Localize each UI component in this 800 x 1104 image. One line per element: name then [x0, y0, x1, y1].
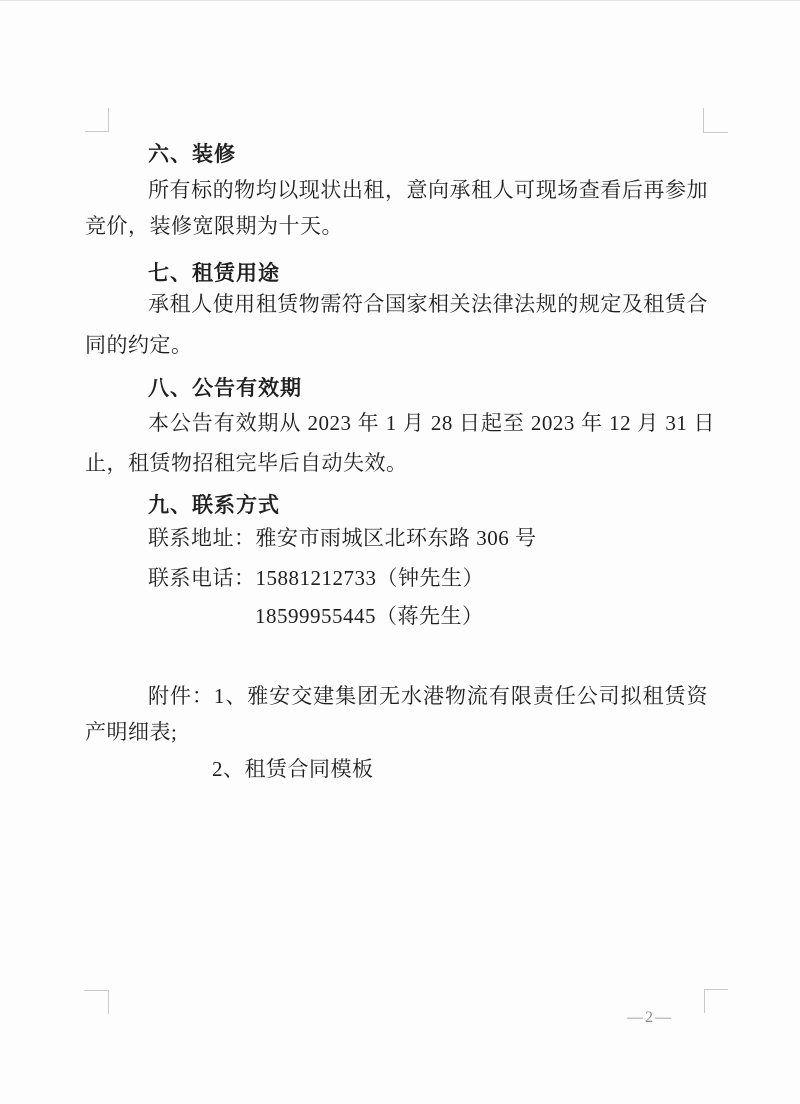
contact-address-line: 联系地址：雅安市雨城区北环东路 306 号: [148, 526, 537, 550]
section-7-paragraph-line-2: 同的约定。: [85, 333, 193, 357]
section-8-paragraph-line-2: 止，租赁物招租完毕后自动失效。: [85, 451, 408, 475]
crop-mark-bottom-right: [704, 989, 728, 1013]
section-6-paragraph-line-1: 所有标的物均以现状出租，意向承租人可现场查看后再参加: [148, 178, 708, 202]
section-7-heading: 七、租赁用途: [148, 262, 280, 285]
section-6-paragraph-line-2: 竞价，装修宽限期为十天。: [85, 214, 343, 238]
crop-mark-bottom-left: [84, 990, 109, 1014]
crop-mark-top-right: [703, 108, 728, 133]
attachment-line-1: 附件：1、雅安交建集团无水港物流有限责任公司拟租赁资: [148, 684, 708, 708]
section-6-heading: 六、装修: [148, 143, 236, 166]
contact-phone-line-1: 联系电话：15881212733（钟先生）: [148, 566, 484, 590]
page-number: —2—: [627, 1009, 673, 1026]
section-9-heading: 九、联系方式: [148, 494, 280, 517]
crop-mark-top-left: [85, 108, 109, 132]
section-8-paragraph-line-1: 本公告有效期从 2023 年 1 月 28 日起至 2023 年 12 月 31 日: [148, 411, 715, 435]
attachment-line-2: 产明细表;: [85, 720, 178, 744]
contact-phone-line-2: 18599955445（蒋先生）: [255, 604, 484, 628]
section-7-paragraph-line-1: 承租人使用租赁物需符合国家相关法律法规的规定及租赁合: [148, 292, 708, 316]
attachment-line-3: 2、租赁合同模板: [212, 757, 374, 781]
section-8-heading: 八、公告有效期: [148, 377, 302, 400]
